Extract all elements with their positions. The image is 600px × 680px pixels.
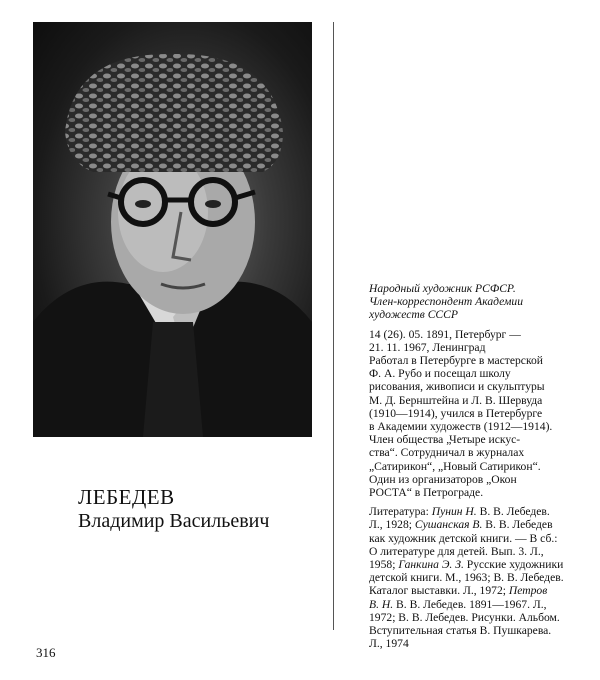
page-number: 316 — [36, 645, 56, 660]
titles-block — [369, 282, 584, 322]
bio-line: РОСТА“ в Петрограде. — [369, 486, 484, 500]
bio-line: 14 (26). 05. 1891, Петербург — — [369, 327, 521, 341]
bio-line: Работал в Петербурге в мастерской — [369, 354, 543, 368]
bio-line: Ф. А. Рубо и посещал школу — [369, 367, 511, 381]
literature-text: Русские художники — [463, 558, 564, 572]
bio-line: 21. 11. 1967, Ленинград — [369, 340, 486, 354]
literature-text: В. В. Лебедев. — [476, 505, 550, 519]
author-name: Петров — [508, 584, 548, 598]
bio-line: рисования, живописи и скульптуры — [369, 380, 545, 394]
literature-text: О литературе для детей. Вып. 3. Л., — [369, 544, 544, 558]
literature-line — [369, 505, 584, 518]
bio-line: (1910—1914), учился в Петербурге — [369, 406, 543, 420]
literature-line — [369, 558, 584, 571]
literature-text: В. В. Лебедев — [482, 518, 553, 532]
literature-line — [369, 624, 584, 637]
bio-line: в Академии художеств (1912—1914). — [369, 420, 553, 434]
literature-text: Каталог выставки. Л., 1972; — [369, 584, 509, 598]
artist-given-names: Владимир Васильевич — [78, 510, 270, 532]
literature-line — [369, 571, 584, 584]
literature-text: Литература: — [369, 505, 432, 519]
title-line: Народный художник РСФСР. — [369, 282, 516, 295]
literature-block — [369, 505, 584, 650]
title-line: художеств СССР — [369, 308, 458, 322]
literature-text: 1972; В. В. Лебедев. Рисунки. Альбом. — [369, 610, 560, 624]
author-name: Пунин Н. — [431, 505, 477, 519]
literature-line — [369, 611, 584, 624]
bio-line: М. Д. Бернштейна и Л. В. Шервуда — [369, 393, 543, 407]
column-divider — [333, 22, 334, 630]
artist-surname: ЛЕБЕДЕВ — [78, 485, 175, 509]
literature-line — [369, 598, 584, 611]
bio-line: „Сатирикон“, „Новый Сатирикон“. — [369, 459, 541, 473]
literature-text: Вступительная статья В. Пушкарева. — [369, 624, 552, 638]
literature-line — [369, 584, 584, 597]
bio-line: Член общества „Четыре искус- — [369, 433, 521, 447]
biography-column — [369, 282, 584, 650]
biography-block — [369, 328, 584, 500]
portrait-icon — [33, 22, 312, 437]
literature-text: Л., 1928; — [369, 518, 415, 532]
author-name: Ганкина Э. З. — [398, 558, 464, 572]
literature-text: детской книги. М., 1963; В. В. Лебедев. — [369, 571, 564, 585]
author-name: Сушанская В. — [414, 518, 483, 532]
literature-line — [369, 532, 584, 545]
literature-line — [369, 637, 584, 650]
literature-text: Л., 1974 — [369, 637, 409, 651]
bio-line: ства“. Сотрудничал в журналах — [369, 446, 525, 460]
literature-text: В. В. Лебедев. 1891—1967. Л., — [393, 597, 547, 611]
author-name: В. Н. — [369, 597, 394, 611]
literature-text: как художник детской книги. — В сб.: — [369, 531, 558, 545]
portrait-photo — [33, 22, 312, 437]
artist-name-block — [78, 485, 269, 533]
bio-line: Один из организаторов „Окон — [369, 472, 517, 486]
literature-text: 1958; — [369, 558, 399, 572]
literature-line — [369, 545, 584, 558]
literature-line — [369, 518, 584, 531]
title-line: Член-корреспондент Академии — [369, 295, 523, 309]
